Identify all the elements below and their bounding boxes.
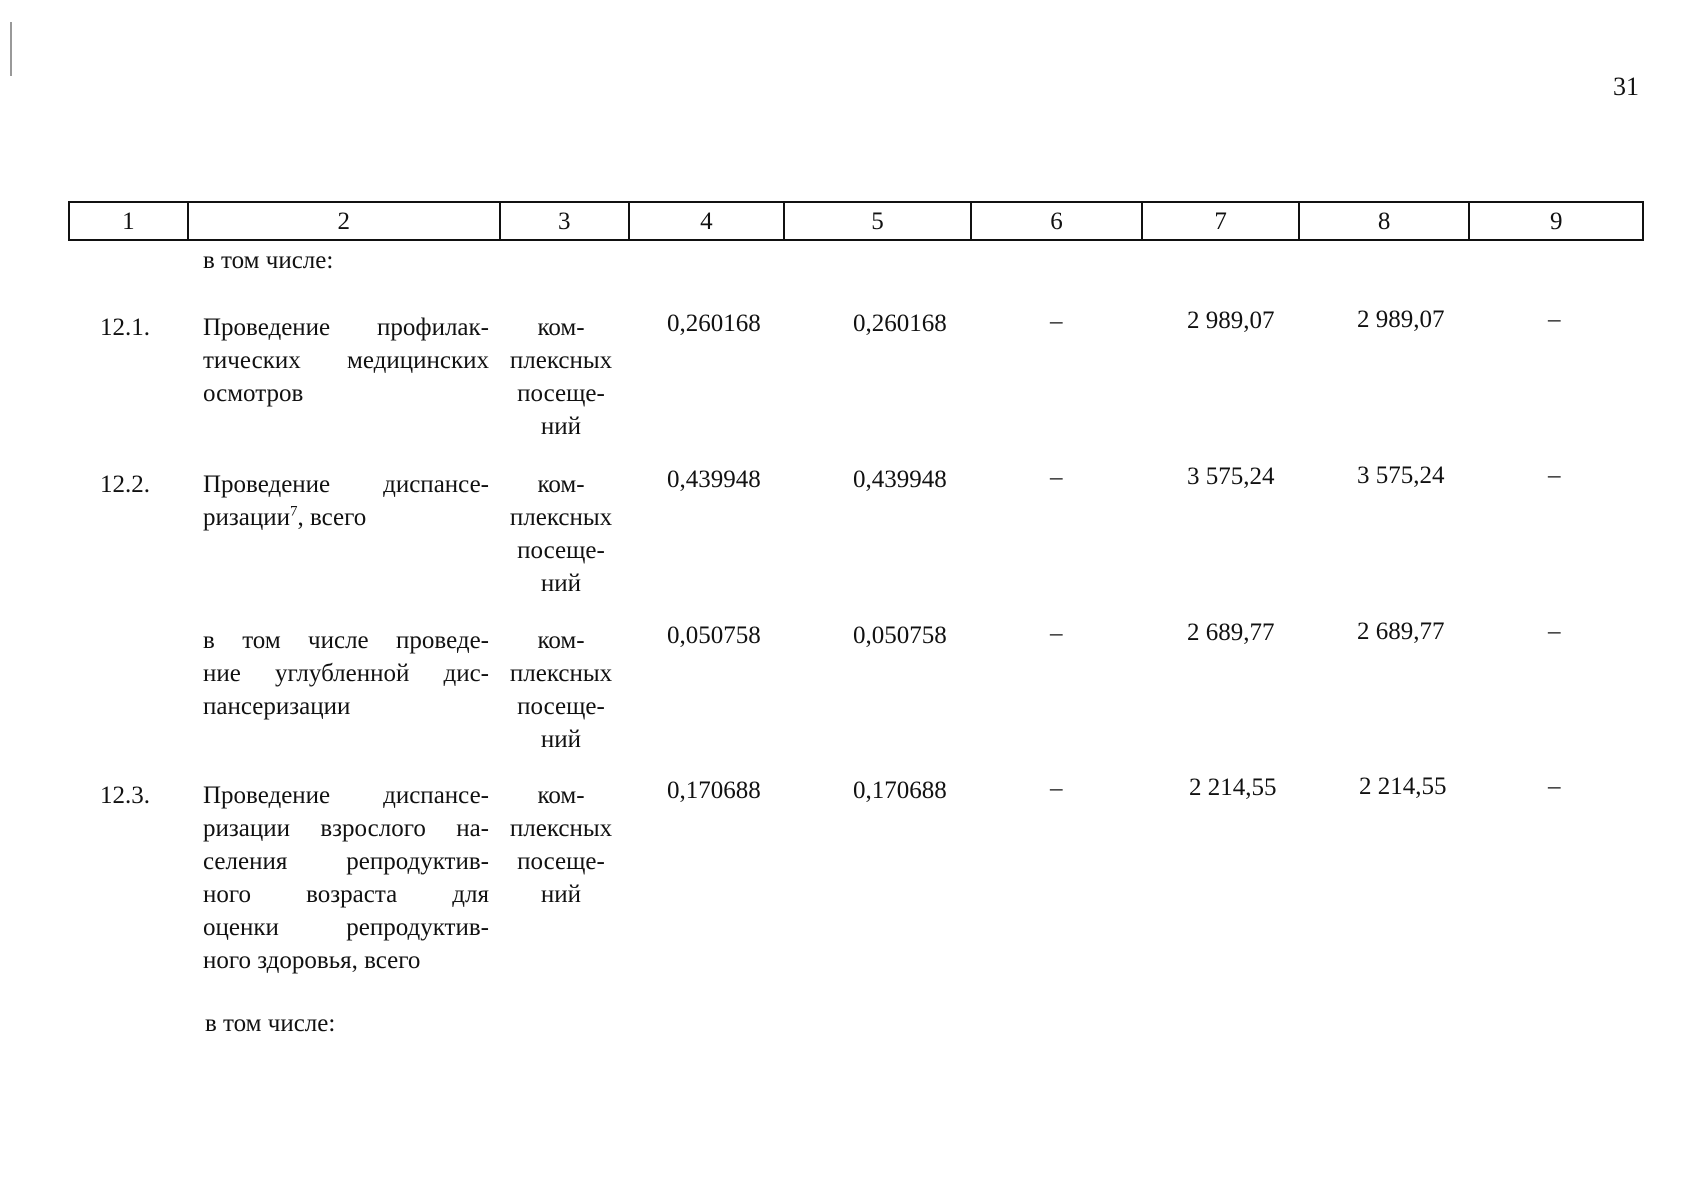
page-number: 31 [1613, 72, 1639, 101]
row-unit-line: посеще- [517, 693, 605, 720]
header-cell: 5 [785, 203, 972, 239]
row-name [203, 779, 489, 977]
row-name-line: Проведение диспансе- [203, 471, 489, 498]
cell-col5: 0,050758 [853, 622, 947, 649]
cell-col6: – [1050, 775, 1063, 802]
cell-col6: – [1050, 308, 1063, 335]
cell-col9: – [1548, 306, 1561, 333]
footnote-ref: 7 [290, 503, 298, 520]
outro-label: в том числе: [205, 1010, 336, 1037]
cell-col7: 2 989,07 [1187, 307, 1275, 334]
header-cell: 2 [189, 203, 501, 239]
row-name-line: ного возраста для [203, 881, 489, 908]
cell-col4: 0,170688 [667, 777, 761, 804]
margin-line [10, 22, 12, 76]
row-unit [496, 779, 626, 911]
row-name-line: осмотров [203, 380, 304, 407]
row-name-line: Проведение диспансе- [203, 782, 489, 809]
row-unit [496, 468, 626, 600]
row-name-line [203, 501, 489, 534]
table-header-row [68, 201, 1644, 241]
header-cell: 9 [1549, 208, 1563, 235]
cell-col9: – [1548, 462, 1561, 489]
header-cell: 3 [501, 203, 630, 239]
header-cell: 8 [1300, 203, 1471, 239]
row-unit [496, 311, 626, 443]
row-number: 12.3. [100, 782, 150, 809]
header-cell: 4 [630, 203, 786, 239]
row-unit-line: ний [540, 413, 582, 440]
row-unit-line: посеще- [517, 380, 605, 407]
intro-label: в том числе: [203, 247, 334, 274]
row-name [203, 468, 489, 534]
row-unit-line: посеще- [517, 848, 605, 875]
row-unit-line: ний [540, 570, 582, 597]
row-unit [496, 624, 626, 756]
row-name-line: ного здоровья, всего [203, 947, 421, 974]
cell-col8: 3 575,24 [1357, 462, 1445, 489]
row-unit-line: плексных [509, 504, 613, 531]
cell-col9: – [1548, 618, 1561, 645]
header-cell: 6 [972, 203, 1144, 239]
cell-col7: 3 575,24 [1187, 463, 1275, 490]
header-cell: 1 [70, 203, 189, 239]
row-unit-line: ний [540, 726, 582, 753]
cell-col8: 2 689,77 [1357, 618, 1445, 645]
row-name-line: ризации взрослого на- [203, 815, 489, 842]
row-unit-line: посеще- [517, 537, 605, 564]
row-name-line: в том числе проведе- [203, 627, 489, 654]
cell-col4: 0,439948 [667, 466, 761, 493]
row-name [203, 311, 489, 410]
cell-col7: 2 214,55 [1189, 774, 1277, 801]
cell-col9: – [1548, 773, 1561, 800]
row-name-line: селения репродуктив- [203, 848, 489, 875]
row-unit-line: плексных [509, 347, 613, 374]
row-name-line: оценки репродуктив- [203, 914, 489, 941]
cell-col4: 0,260168 [667, 310, 761, 337]
row-name-part: ризации [203, 504, 290, 531]
cell-col8: 2 989,07 [1357, 306, 1445, 333]
cell-col7: 2 689,77 [1187, 619, 1275, 646]
row-unit-line: ком- [537, 627, 585, 654]
row-unit-line: плексных [509, 815, 613, 842]
row-name-line: пансеризации [203, 693, 351, 720]
row-name-line: ние углубленной дис- [203, 660, 489, 687]
cell-col6: – [1050, 620, 1063, 647]
cell-col6: – [1050, 464, 1063, 491]
cell-col5: 0,260168 [853, 310, 947, 337]
cell-col8: 2 214,55 [1359, 773, 1447, 800]
row-name-part: , всего [297, 504, 367, 531]
cell-col5: 0,170688 [853, 777, 947, 804]
row-name-line: тических медицинских [203, 347, 489, 374]
row-name-line: Проведение профилак- [203, 314, 489, 341]
row-name [203, 624, 489, 723]
row-unit-line: ком- [537, 782, 585, 809]
row-number: 12.1. [100, 314, 150, 341]
header-cell: 7 [1143, 203, 1300, 239]
row-unit-line: плексных [509, 660, 613, 687]
row-unit-line: ком- [537, 471, 585, 498]
row-unit-line: ний [540, 881, 582, 908]
row-unit-line: ком- [537, 314, 585, 341]
cell-col4: 0,050758 [667, 622, 761, 649]
row-number: 12.2. [100, 471, 150, 498]
cell-col5: 0,439948 [853, 466, 947, 493]
